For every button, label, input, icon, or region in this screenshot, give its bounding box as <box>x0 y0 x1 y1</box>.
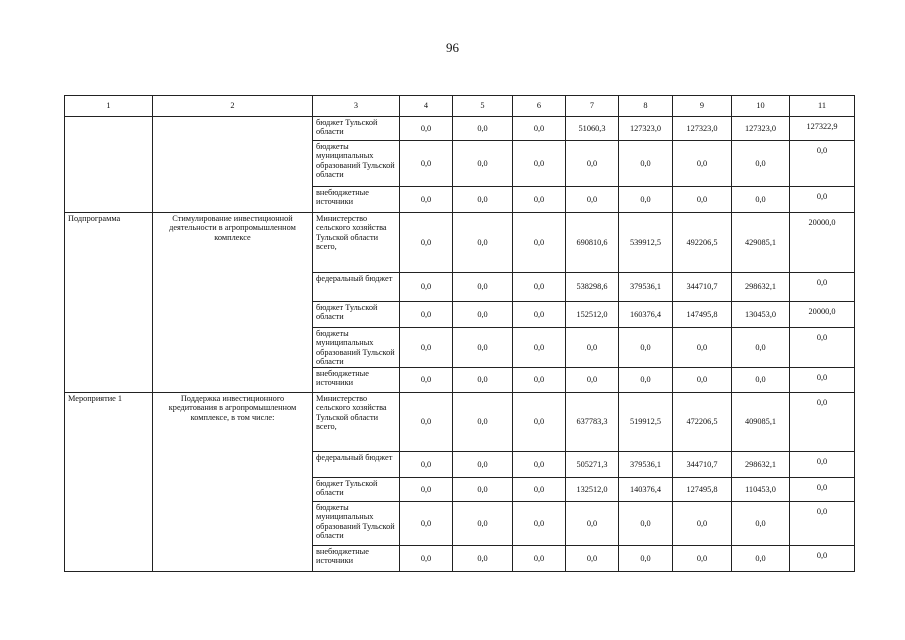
funding-source-cell: Министерство сельского хозяйства Тульской области всего, <box>313 393 400 452</box>
value-cell: 127495,8 <box>673 478 732 502</box>
value-cell: 0,0 <box>513 273 566 302</box>
value-cell: 0,0 <box>400 187 453 213</box>
program-type-cell: Подпрограмма <box>65 213 153 393</box>
value-cell: 0,0 <box>513 141 566 187</box>
value-cell: 0,0 <box>790 328 855 368</box>
value-cell: 0,0 <box>400 502 453 546</box>
value-cell: 0,0 <box>790 393 855 452</box>
value-cell: 0,0 <box>513 478 566 502</box>
value-cell: 0,0 <box>790 478 855 502</box>
value-cell: 0,0 <box>400 478 453 502</box>
value-cell: 0,0 <box>673 328 732 368</box>
value-cell: 0,0 <box>673 546 732 572</box>
value-cell: 0,0 <box>619 141 673 187</box>
value-cell: 690810,6 <box>566 213 619 273</box>
value-cell: 0,0 <box>513 502 566 546</box>
column-header: 4 <box>400 96 453 117</box>
value-cell: 0,0 <box>732 187 790 213</box>
value-cell: 539912,5 <box>619 213 673 273</box>
value-cell: 0,0 <box>453 328 513 368</box>
value-cell: 0,0 <box>790 368 855 393</box>
funding-source-cell: бюджет Тульской области <box>313 478 400 502</box>
value-cell: 110453,0 <box>732 478 790 502</box>
value-cell: 0,0 <box>513 117 566 141</box>
value-cell: 0,0 <box>400 213 453 273</box>
value-cell: 0,0 <box>453 141 513 187</box>
value-cell: 0,0 <box>400 546 453 572</box>
value-cell: 0,0 <box>566 368 619 393</box>
value-cell: 492206,5 <box>673 213 732 273</box>
funding-source-cell: федеральный бюджет <box>313 452 400 478</box>
value-cell: 0,0 <box>453 368 513 393</box>
value-cell: 140376,4 <box>619 478 673 502</box>
value-cell: 0,0 <box>513 187 566 213</box>
table-body <box>65 117 855 572</box>
value-cell: 0,0 <box>400 141 453 187</box>
value-cell: 344710,7 <box>673 273 732 302</box>
funding-source-cell: бюджет Тульской области <box>313 302 400 328</box>
value-cell: 0,0 <box>673 141 732 187</box>
value-cell: 0,0 <box>732 141 790 187</box>
value-cell: 637783,3 <box>566 393 619 452</box>
value-cell: 0,0 <box>400 368 453 393</box>
value-cell: 0,0 <box>400 273 453 302</box>
value-cell: 0,0 <box>619 187 673 213</box>
table-row <box>65 117 855 141</box>
value-cell: 0,0 <box>566 187 619 213</box>
value-cell: 519912,5 <box>619 393 673 452</box>
column-header: 11 <box>790 96 855 117</box>
value-cell: 160376,4 <box>619 302 673 328</box>
value-cell: 0,0 <box>453 117 513 141</box>
value-cell: 0,0 <box>453 302 513 328</box>
funding-source-cell: бюджеты муниципальных образований Тульской области <box>313 328 400 368</box>
value-cell: 152512,0 <box>566 302 619 328</box>
column-header: 7 <box>566 96 619 117</box>
value-cell: 132512,0 <box>566 478 619 502</box>
funding-source-cell: бюджеты муниципальных образований Тульской области <box>313 141 400 187</box>
value-cell: 0,0 <box>790 141 855 187</box>
value-cell: 0,0 <box>790 546 855 572</box>
value-cell: 0,0 <box>400 393 453 452</box>
table-row <box>65 393 855 452</box>
value-cell: 0,0 <box>566 141 619 187</box>
page-number: 96 <box>446 40 459 55</box>
column-header: 3 <box>313 96 400 117</box>
column-header: 9 <box>673 96 732 117</box>
value-cell: 0,0 <box>790 273 855 302</box>
value-cell: 379536,1 <box>619 452 673 478</box>
value-cell: 130453,0 <box>732 302 790 328</box>
value-cell: 0,0 <box>513 302 566 328</box>
program-type-cell <box>65 117 153 213</box>
program-name-cell <box>153 117 313 213</box>
table-row <box>65 213 855 273</box>
value-cell: 0,0 <box>732 368 790 393</box>
value-cell: 0,0 <box>453 213 513 273</box>
value-cell: 0,0 <box>673 368 732 393</box>
value-cell: 0,0 <box>513 393 566 452</box>
value-cell: 0,0 <box>400 328 453 368</box>
value-cell: 0,0 <box>673 187 732 213</box>
value-cell: 127323,0 <box>619 117 673 141</box>
header-row <box>65 96 855 117</box>
value-cell: 127322,9 <box>790 117 855 141</box>
value-cell: 51060,3 <box>566 117 619 141</box>
value-cell: 0,0 <box>400 452 453 478</box>
value-cell: 0,0 <box>790 452 855 478</box>
funding-source-cell: внебюджетные источники <box>313 546 400 572</box>
funding-source-cell: внебюджетные источники <box>313 368 400 393</box>
value-cell: 0,0 <box>513 452 566 478</box>
value-cell: 0,0 <box>790 187 855 213</box>
value-cell: 0,0 <box>453 546 513 572</box>
funding-source-cell: внебюджетные источники <box>313 187 400 213</box>
value-cell: 0,0 <box>566 328 619 368</box>
value-cell: 127323,0 <box>732 117 790 141</box>
value-cell: 0,0 <box>566 502 619 546</box>
value-cell: 0,0 <box>619 502 673 546</box>
column-header: 5 <box>453 96 513 117</box>
value-cell: 20000,0 <box>790 302 855 328</box>
column-header: 10 <box>732 96 790 117</box>
value-cell: 409085,1 <box>732 393 790 452</box>
table-header <box>65 96 855 117</box>
value-cell: 0,0 <box>619 546 673 572</box>
value-cell: 127323,0 <box>673 117 732 141</box>
program-type-cell: Мероприятие 1 <box>65 393 153 572</box>
value-cell: 505271,3 <box>566 452 619 478</box>
funding-source-cell: Министерство сельского хозяйства Тульской области всего, <box>313 213 400 273</box>
value-cell: 0,0 <box>513 328 566 368</box>
value-cell: 0,0 <box>619 368 673 393</box>
column-header: 1 <box>65 96 153 117</box>
value-cell: 0,0 <box>453 452 513 478</box>
column-header: 8 <box>619 96 673 117</box>
column-header: 6 <box>513 96 566 117</box>
value-cell: 0,0 <box>732 502 790 546</box>
program-name-cell: Поддержка инвестиционного кредитования в агропромышленном комплексе, в том числе: <box>153 393 313 572</box>
value-cell: 379536,1 <box>619 273 673 302</box>
value-cell: 0,0 <box>453 478 513 502</box>
funding-source-cell: бюджет Тульской области <box>313 117 400 141</box>
value-cell: 0,0 <box>566 546 619 572</box>
value-cell: 0,0 <box>790 502 855 546</box>
funding-source-cell: федеральный бюджет <box>313 273 400 302</box>
value-cell: 0,0 <box>513 213 566 273</box>
value-cell: 0,0 <box>732 546 790 572</box>
value-cell: 429085,1 <box>732 213 790 273</box>
value-cell: 472206,5 <box>673 393 732 452</box>
value-cell: 298632,1 <box>732 452 790 478</box>
value-cell: 20000,0 <box>790 213 855 273</box>
value-cell: 147495,8 <box>673 302 732 328</box>
value-cell: 344710,7 <box>673 452 732 478</box>
value-cell: 0,0 <box>400 302 453 328</box>
value-cell: 0,0 <box>453 273 513 302</box>
funding-source-cell: бюджеты муниципальных образований Тульской области <box>313 502 400 546</box>
budget-table <box>64 95 855 572</box>
value-cell: 0,0 <box>673 502 732 546</box>
value-cell: 0,0 <box>732 328 790 368</box>
value-cell: 0,0 <box>453 187 513 213</box>
value-cell: 0,0 <box>513 546 566 572</box>
column-header: 2 <box>153 96 313 117</box>
value-cell: 0,0 <box>513 368 566 393</box>
value-cell: 0,0 <box>453 502 513 546</box>
value-cell: 538298,6 <box>566 273 619 302</box>
value-cell: 0,0 <box>619 328 673 368</box>
value-cell: 0,0 <box>453 393 513 452</box>
program-name-cell: Стимулирование инвестиционной деятельности в агропромышленном комплексе <box>153 213 313 393</box>
value-cell: 0,0 <box>400 117 453 141</box>
value-cell: 298632,1 <box>732 273 790 302</box>
